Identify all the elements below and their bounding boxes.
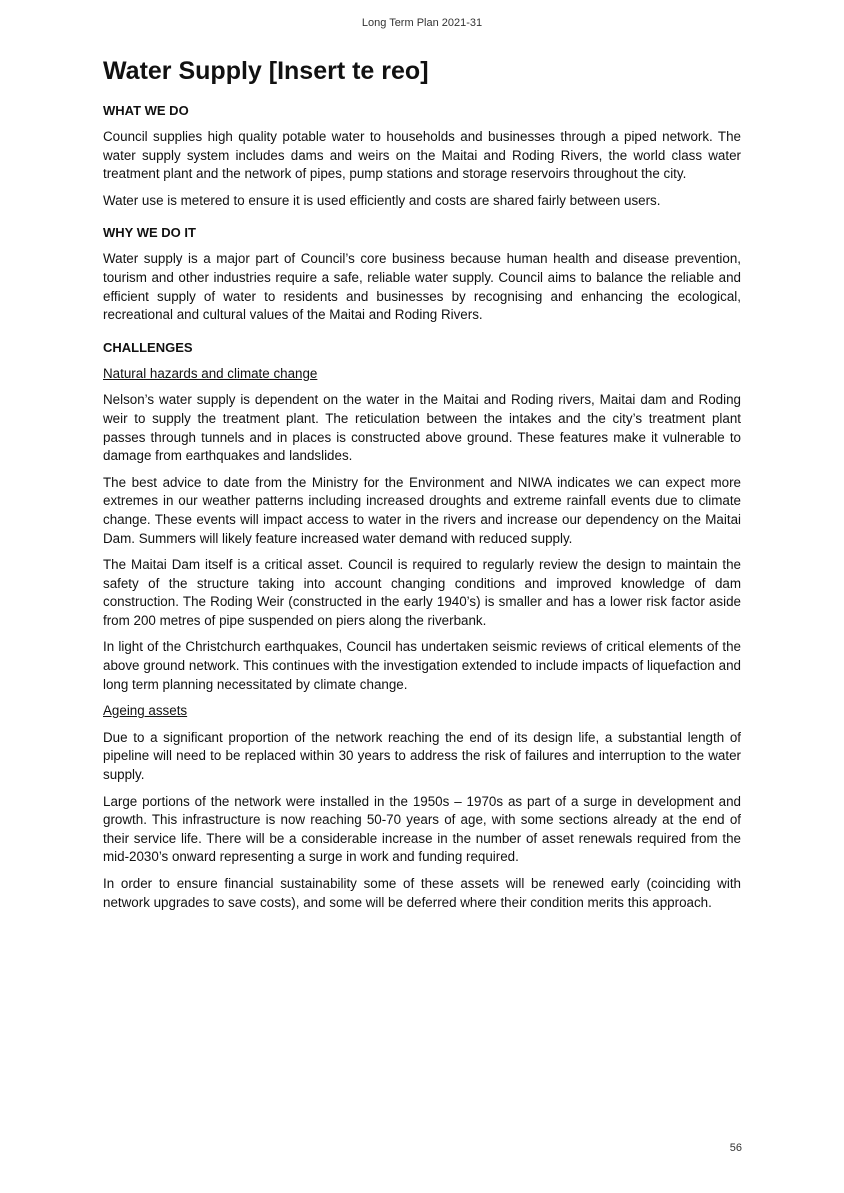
paragraph: Council supplies high quality potable water to households and businesses through a piped network. The water supply system includes dams and weirs on the Maitai and Roding Rivers, the world class water treatment plant and the network of pipes, pump stations and storage reservoirs throughout the city. bbox=[103, 129, 741, 182]
paragraph: In order to ensure financial sustainability some of these assets will be renewed early (coinciding with network upgrades to save costs), and some will be deferred where their condition merits this approach. bbox=[103, 876, 741, 910]
section-heading-what-we-do: WHAT WE DO bbox=[103, 103, 189, 118]
paragraph: The Maitai Dam itself is a critical asset. Council is required to regularly review the design to maintain the safety of the structure taking into account changing conditions and improved knowledge of dam construction. The Roding Weir (constructed in the early 1940’s) is smaller and has a lower risk factor aside from 200 metres of pipe suspended on piers along the riverbank. bbox=[103, 557, 741, 628]
paragraph: The best advice to date from the Ministry for the Environment and NIWA indicates we can expect more extremes in our weather patterns including increased droughts and extreme rainfall events due to climate change. These events will impact access to water in the rivers and increase our dependency on the Maitai Dam. Summers will likely feature increased water demand with reduced supply. bbox=[103, 474, 741, 546]
running-header: Long Term Plan 2021-31 bbox=[361, 17, 483, 29]
page-number: 56 bbox=[729, 1142, 742, 1154]
subheading-ageing-assets: Ageing assets bbox=[103, 703, 188, 719]
page-content bbox=[103, 54, 741, 920]
subheading-natural-hazards: Natural hazards and climate change bbox=[103, 365, 318, 381]
section-heading-why-we-do-it: WHY WE DO IT bbox=[103, 225, 196, 241]
page-title: Water Supply [Insert te reo] bbox=[103, 57, 429, 85]
paragraph: In light of the Christchurch earthquakes, Council has undertaken seismic reviews of critical elements of the above ground network. This continues with the investigation extended to include impacts of liquefaction and long term planning necessitated by climate change. bbox=[103, 639, 741, 692]
paragraph: Large portions of the network were installed in the 1950s – 1970s as part of a surge in development and growth. This infrastructure is now reaching 50-70 years of age, with some sections already at the end of their service life. There will be a considerable increase in the number of asset renewals required from the mid-2030’s onward representing a surge in work and funding required. bbox=[103, 793, 741, 865]
paragraph: Water supply is a major part of Council’s core business because human health and disease prevention, tourism and other industries require a safe, reliable water supply. Council aims to balance the reliable and efficient supply of water to residents and businesses by recognising and enhancing the ecological, recreational and cultural values of the Maitai and Roding Rivers. bbox=[103, 251, 741, 323]
section-heading-challenges: CHALLENGES bbox=[103, 339, 193, 355]
section-why-we-do-it bbox=[103, 224, 741, 324]
section-challenges bbox=[103, 339, 741, 912]
paragraph: Due to a significant proportion of the network reaching the end of its design life, a substantial length of pipeline will need to be replaced within 30 years to address the risk of failures and interruption to the water supply. bbox=[103, 729, 741, 783]
paragraph: Water use is metered to ensure it is used efficiently and costs are shared fairly between users. bbox=[103, 192, 661, 208]
paragraph: Nelson’s water supply is dependent on the water in the Maitai and Roding rivers, Maitai dam and Roding weir to supply the treatment plant. The reticulation between the intakes and the city’s treatment plant passes through tunnels and in places is constructed above ground. These features make it vulnerable to damage from earthquakes and landslides. bbox=[103, 392, 741, 464]
section-what-we-do bbox=[103, 102, 741, 210]
